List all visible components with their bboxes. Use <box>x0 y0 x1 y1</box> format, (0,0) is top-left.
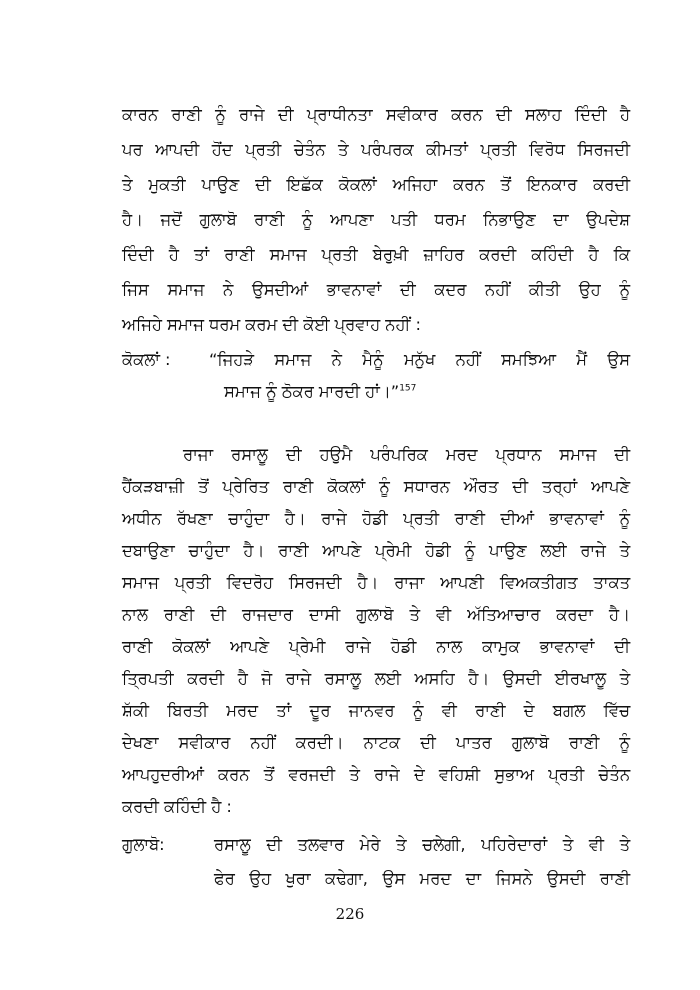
paragraph-1-line: ਤੇ ਮੁਕਤੀ ਪਾਉਣ ਦੀ ਇਛੱਕ ਕੋਕਲਾਂ ਅਜਿਹਾ ਕਰਨ ਤੋਂ ਇਨਕਾਰ ਕਰਦੀ <box>122 175 630 194</box>
paragraph-2-line: ਹੈਂਕੜਬਾਜ਼ੀ ਤੋਂ ਪ੍ਰੇਰਿਤ ਰਾਣੀ ਕੋਕਲਾਂ ਨੂੰ ਸਧਾਰਨ ਔਰਤ ਦੀ ਤਰ੍ਹਾਂ ਆਪਣੇ <box>122 477 630 496</box>
paragraph-2-line: ਰਾਣੀ ਕੋਕਲਾਂ ਆਪਣੇ ਪ੍ਰੇਮੀ ਰਾਜੇ ਹੋਡੀ ਨਾਲ ਕਾਮੁਕ ਭਾਵਨਾਵਾਂ ਦੀ <box>122 637 630 656</box>
paragraph-2-line: ਅਧੀਨ ਰੱਖਣਾ ਚਾਹੁੰਦਾ ਹੈ। ਰਾਜੇ ਹੋਡੀ ਪ੍ਰਤੀ ਰਾਣੀ ਦੀਆਂ ਭਾਵਨਾਵਾਂ ਨੂੰ <box>122 509 630 528</box>
quote-2-speaker: ਗੁਲਾਬੋ: <box>122 835 165 854</box>
paragraph-1-line: ਦਿੰਦੀ ਹੈ ਤਾਂ ਰਾਣੀ ਸਮਾਜ ਪ੍ਰਤੀ ਬੇਰੁਖ਼ੀ ਜ਼ਾਹਿਰ ਕਰਦੀ ਕਹਿੰਦੀ ਹੈ ਕਿ <box>122 245 630 264</box>
paragraph-2-last-line: ਕਰਦੀ ਕਹਿੰਦੀ ਹੈ : <box>122 797 232 816</box>
paragraph-1-line: ਹੈ। ਜਦੋਂ ਗੁਲਾਬੋ ਰਾਣੀ ਨੂੰ ਆਪਣਾ ਪਤੀ ਧਰਮ ਨਿਭਾਉਣ ਦਾ ਉਪਦੇਸ਼ <box>122 210 630 229</box>
paragraph-2-line: ਤ੍ਰਿਪਤੀ ਕਰਦੀ ਹੈ ਜੋ ਰਾਜੇ ਰਸਾਲੂ ਲਈ ਅਸਹਿ ਹੈ। ਉਸਦੀ ਈਰਖਾਲੂ ਤੇ <box>122 669 630 688</box>
quote-1-line <box>224 381 416 403</box>
quote-2-line: ਫੇਰ ਉਹ ਖੁਰਾ ਕਢੇਗਾ, ਉਸ ਮਰਦ ਦਾ ਜਿਸਨੇ ਉਸਦੀ ਰਾਣੀ <box>214 869 630 888</box>
paragraph-2-line: ਸ਼ੱਕੀ ਬਿਰਤੀ ਮਰਦ ਤਾਂ ਦੂਰ ਜਾਨਵਰ ਨੂੰ ਵੀ ਰਾਣੀ ਦੇ ਬਗਲ ਵਿੱਚ <box>122 701 630 720</box>
quote-1-line-text: ਸਮਾਜ ਨੂੰ ਠੋਕਰ ਮਾਰਦੀ ਹਾਂ।” <box>224 382 400 401</box>
paragraph-2-line: ਰਾਜਾ ਰਸਾਲੂ ਦੀ ਹਉਮੈ ਪਰੰਪਰਿਕ ਮਰਦ ਪ੍ਰਧਾਨ ਸਮਾਜ ਦੀ <box>183 445 630 464</box>
paragraph-2-line: ਦਬਾਉਣਾ ਚਾਹੁੰਦਾ ਹੈ। ਰਾਣੀ ਆਪਣੇ ਪ੍ਰੇਮੀ ਹੋਡੀ ਨੂੰ ਪਾਉਣ ਲਈ ਰਾਜੇ ਤੇ <box>122 541 630 560</box>
paragraph-2-line: ਆਪਹੁਦਰੀਆਂ ਕਰਨ ਤੋਂ ਵਰਜਦੀ ਤੇ ਰਾਜੇ ਦੇ ਵਹਿਸ਼ੀ ਸੁਭਾਅ ਪ੍ਰਤੀ ਚੇਤੰਨ <box>122 765 630 784</box>
paragraph-2-line: ਸਮਾਜ ਪ੍ਰਤੀ ਵਿਦਰੋਹ ਸਿਰਜਦੀ ਹੈ। ਰਾਜਾ ਆਪਣੀ ਵਿਅਕਤੀਗਤ ਤਾਕਤ <box>122 573 630 592</box>
paragraph-2-line: ਦੇਖਣਾ ਸਵੀਕਾਰ ਨਹੀਂ ਕਰਦੀ। ਨਾਟਕ ਦੀ ਪਾਤਰ ਗੁਲਾਬੋ ਰਾਣੀ ਨੂੰ <box>122 733 630 752</box>
quote-1-line: “ਜਿਹੜੇ ਸਮਾਜ ਨੇ ਮੈਨੂੰ ਮਨੁੱਖ ਨਹੀਂ ਸਮਝਿਆ ਮੈਂ ਉਸ <box>209 350 630 369</box>
paragraph-1-line: ਜਿਸ ਸਮਾਜ ਨੇ ਉਸਦੀਆਂ ਭਾਵਨਾਵਾਂ ਦੀ ਕਦਰ ਨਹੀਂ ਕੀਤੀ ਉਹ ਨੂੰ <box>122 280 630 299</box>
paragraph-1-last-line: ਅਜਿਹੇ ਸਮਾਜ ਧਰਮ ਕਰਮ ਦੀ ਕੋਈ ਪ੍ਰਵਾਹ ਨਹੀਂ : <box>122 315 421 334</box>
paragraph-2-line: ਨਾਲ ਰਾਣੀ ਦੀ ਰਾਜਦਾਰ ਦਾਸੀ ਗੁਲਾਬੋ ਤੇ ਵੀ ਅੱਤਿਆਚਾਰ ਕਰਦਾ ਹੈ। <box>122 605 630 624</box>
footnote-marker: 157 <box>399 383 417 394</box>
page-number: 226 <box>335 905 365 923</box>
quote-1-speaker: ਕੋਕਲਾਂ : <box>122 350 171 369</box>
paragraph-1-line: ਪਰ ਆਪਦੀ ਹੋਂਦ ਪ੍ਰਤੀ ਚੇਤੰਨ ਤੇ ਪਰੰਪਰਕ ਕੀਮਤਾਂ ਪ੍ਰਤੀ ਵਿਰੋਧ ਸਿਰਜਦੀ <box>122 140 630 159</box>
quote-2-line: ਰਸਾਲੂ ਦੀ ਤਲਵਾਰ ਮੇਰੇ ਤੇ ਚਲੇਗੀ, ਪਹਿਰੇਦਾਰਾਂ ਤੇ ਵੀ ਤੇ <box>214 835 630 854</box>
paragraph-1-line: ਕਾਰਨ ਰਾਣੀ ਨੂੰ ਰਾਜੇ ਦੀ ਪ੍ਰਾਧੀਨਤਾ ਸਵੀਕਾਰ ਕਰਨ ਦੀ ਸਲਾਹ ਦਿੰਦੀ ਹੈ <box>122 105 630 124</box>
